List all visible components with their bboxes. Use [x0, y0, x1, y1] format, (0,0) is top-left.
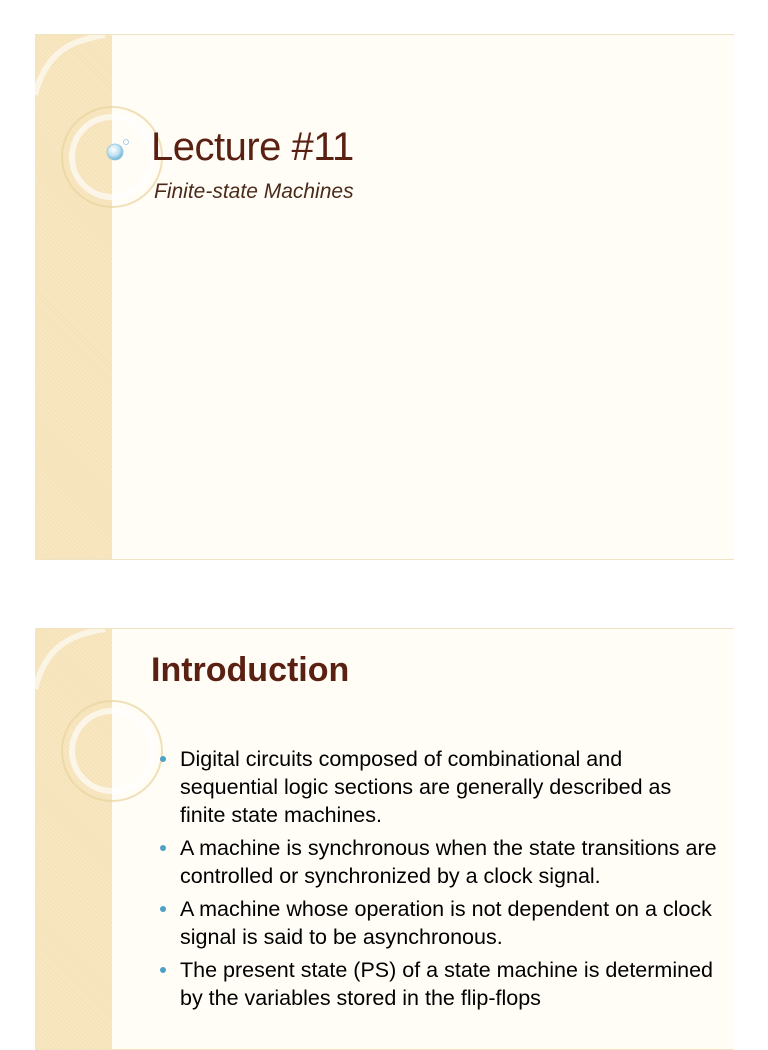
title-slide — [35, 34, 734, 560]
list-item — [160, 834, 720, 890]
bullet-dot-icon — [160, 845, 166, 851]
bullet-text: A machine whose operation is not dependent on a clock signal is said to be asynchronous. — [180, 897, 712, 949]
slide-title: Lecture #11 — [151, 125, 354, 169]
bullet-text: The present state (PS) of a state machine is determined by the variables stored in the flip-flops — [180, 958, 713, 1010]
bullet-dot-icon — [160, 967, 166, 973]
bullet-text: A machine is synchronous when the state transitions are controlled or synchronized by a clock signal. — [180, 836, 717, 888]
bullet-dot-icon — [160, 906, 166, 912]
bullet-list — [160, 745, 720, 1017]
list-item — [160, 895, 720, 951]
list-item — [160, 745, 720, 829]
slide-title: Introduction — [151, 651, 350, 689]
bullet-text: Digital circuits composed of combinational and sequential logic sections are generally described as finite state machines. — [180, 747, 672, 827]
slide-subtitle: Finite-state Machines — [154, 180, 354, 203]
list-item — [160, 956, 720, 1012]
content-slide — [35, 628, 734, 1050]
bullet-dot-icon — [160, 756, 166, 762]
bullet-orb-icon — [105, 135, 135, 165]
